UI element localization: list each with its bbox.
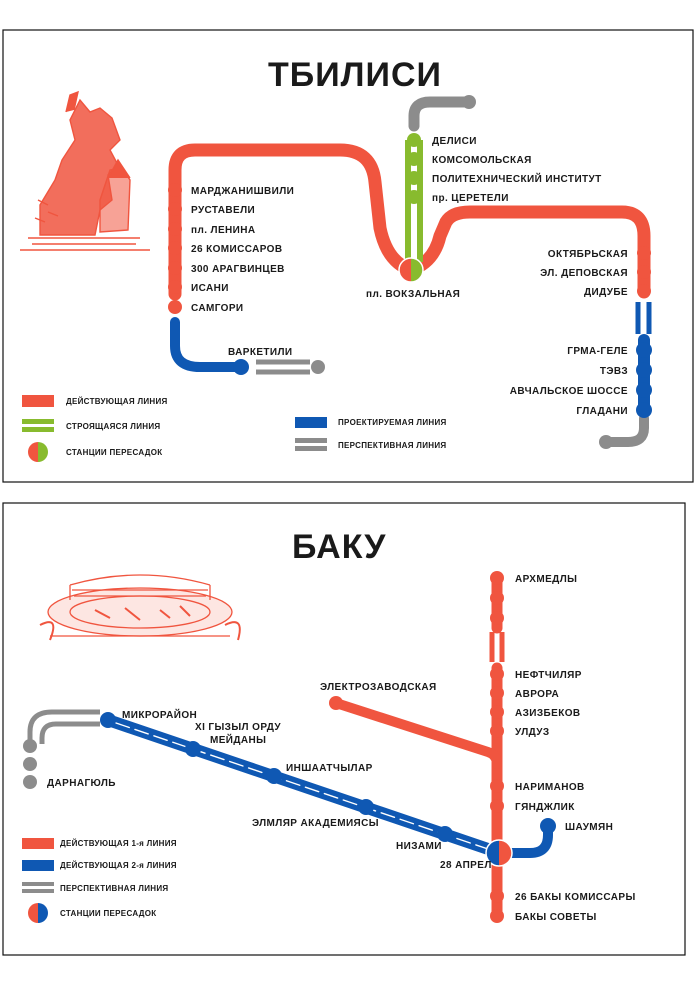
legend-swatch-gray: [22, 882, 54, 886]
legend-label: ДЕЙСТВУЮЩАЯ 1-я ЛИНИЯ: [60, 839, 177, 848]
legend-swatch-gray: [22, 889, 54, 893]
station-label: XI ГЫЗЫЛ ОРДУ: [195, 722, 282, 733]
station-dot: [636, 402, 652, 418]
station-dot: [168, 280, 182, 294]
legend-label: СТАНЦИИ ПЕРЕСАДОК: [66, 448, 163, 457]
station-label: УЛДУЗ: [515, 727, 550, 738]
station-dot: [637, 284, 651, 298]
station-label: ПОЛИТЕХНИЧЕСКИЙ ИНСТИТУТ: [432, 174, 602, 185]
station-label: ЭЛ. ДЕПОВСКАЯ: [540, 268, 628, 279]
station-dot: [407, 133, 421, 147]
station-dot: [407, 190, 421, 204]
station-label: АВРОРА: [515, 689, 560, 700]
station-dot: [168, 222, 182, 236]
baku-title: БАКУ: [292, 528, 387, 566]
baku-legend: [22, 838, 177, 923]
station-label: 28 АПРЕЛ: [440, 860, 492, 871]
baku-red-line-double: [492, 632, 502, 662]
transfer-station-vokzalnaya: [399, 258, 423, 282]
station-label: НИЗАМИ: [396, 841, 442, 852]
station-label: ГРМА-ГЕЛЕ: [567, 346, 628, 357]
station-label: МАРДЖАНИШВИЛИ: [191, 186, 295, 197]
station-dot: [168, 300, 182, 314]
legend-swatch-blue: [22, 860, 54, 871]
station-dot: [437, 826, 453, 842]
station-dot: [100, 712, 116, 728]
legend-label: ПЕРСПЕКТИВНАЯ ЛИНИЯ: [60, 884, 169, 893]
station-label: ДИДУБЕ: [583, 287, 628, 298]
legend-label: СТРОЯЩАЯСЯ ЛИНИЯ: [66, 422, 161, 431]
baku-red-branch: [336, 703, 497, 764]
terminus-dot: [23, 739, 37, 753]
station-label: ДАРНАГЮЛЬ: [47, 778, 116, 789]
legend-swatch-green: [22, 419, 54, 424]
tbilisi-blue-right-double: [638, 302, 649, 334]
legend-label: ДЕЙСТВУЮЩАЯ ЛИНИЯ: [66, 397, 168, 406]
station-dot: [490, 779, 504, 793]
station-dot: [637, 246, 651, 260]
statue-illustration: [20, 92, 150, 250]
terminus-dot: [311, 360, 325, 374]
station-label: САМГОРИ: [191, 303, 244, 314]
station-dot: [329, 696, 343, 710]
legend-transfer-icon: [28, 903, 48, 923]
station-label: АРХМЕДЛЫ: [515, 574, 578, 585]
terminus-dot: [23, 757, 37, 771]
legend-transfer-icon: [28, 442, 48, 462]
station-label: пл. ВОКЗАЛЬНАЯ: [366, 289, 461, 300]
station-label: ЭЛМЛЯР АКАДЕМИЯСЫ: [252, 818, 379, 829]
legend-label: ДЕЙСТВУЮЩАЯ 2-я ЛИНИЯ: [60, 861, 177, 870]
legend-label: ПРОЕКТИРУЕМАЯ ЛИНИЯ: [338, 418, 447, 427]
station-label: АВЧАЛЬСКОЕ ШОССЕ: [509, 386, 628, 397]
legend-swatch-gray: [295, 438, 327, 443]
legend-label: ПЕРСПЕКТИВНАЯ ЛИНИЯ: [338, 441, 447, 450]
station-dot: [490, 571, 504, 585]
terminus-dot: [462, 95, 476, 109]
tbilisi-title: ТБИЛИСИ: [268, 56, 442, 94]
station-dot: [407, 152, 421, 166]
station-dot: [168, 183, 182, 197]
station-label: РУСТАВЕЛИ: [191, 205, 256, 216]
station-label: 26 БАКЫ КОМИССАРЫ: [515, 892, 636, 903]
station-label: МИКРОРАЙОН: [122, 710, 198, 721]
station-dot: [168, 202, 182, 216]
station-dot: [185, 741, 201, 757]
station-label: ГЛАДАНИ: [576, 406, 628, 417]
station-dot: [490, 909, 504, 923]
legend-swatch-blue: [295, 417, 327, 428]
baku-panel: [3, 503, 685, 955]
baku-gray-line: [30, 712, 100, 744]
station-dot: [636, 382, 652, 398]
station-label: ОКТЯБРЬСКАЯ: [547, 249, 628, 260]
station-dot: [637, 265, 651, 279]
station-label: ГЯНДЖЛИК: [515, 802, 575, 813]
station-label: НЕФТЧИЛЯР: [515, 670, 582, 681]
legend-swatch-green: [22, 427, 54, 432]
station-label: МЕЙДАНЫ: [210, 735, 267, 746]
station-dot: [233, 359, 249, 375]
station-dot: [407, 171, 421, 185]
station-dot: [490, 591, 504, 605]
station-dot: [168, 261, 182, 275]
station-dot: [490, 686, 504, 700]
monument-illustration: [40, 575, 240, 640]
station-dot: [168, 241, 182, 255]
station-dot: [636, 342, 652, 358]
station-label: пр. ЦЕРЕТЕЛИ: [432, 193, 509, 204]
terminus-dot: [23, 775, 37, 789]
station-label: ВАРКЕТИЛИ: [228, 347, 293, 358]
tbilisi-gray-left: [256, 362, 310, 372]
station-dot: [490, 889, 504, 903]
station-label: БАКЫ СОВЕТЫ: [515, 912, 597, 923]
legend-swatch-red: [22, 395, 54, 407]
station-label: ИНШААТЧЫЛАР: [286, 763, 373, 774]
station-label: ЭЛЕКТРОЗАВОДСКАЯ: [320, 682, 437, 693]
station-dot: [490, 705, 504, 719]
tbilisi-legend: [22, 395, 447, 462]
station-dot: [490, 611, 504, 625]
tbilisi-blue-left: [175, 322, 241, 367]
station-dot: [266, 768, 282, 784]
station-label: НАРИМАНОВ: [515, 782, 585, 793]
tbilisi-gray-top: [414, 102, 467, 126]
station-dot: [490, 667, 504, 681]
station-dot: [358, 799, 374, 815]
station-dot: [636, 362, 652, 378]
legend-swatch-gray: [295, 446, 327, 451]
station-label: 26 КОМИССАРОВ: [191, 244, 283, 255]
station-label: 300 АРАГВИНЦЕВ: [191, 264, 285, 275]
station-label: КОМСОМОЛЬСКАЯ: [432, 155, 532, 166]
tbilisi-panel: [3, 30, 693, 482]
station-label: ШАУМЯН: [565, 822, 614, 833]
station-dot: [490, 724, 504, 738]
station-dot: [490, 799, 504, 813]
station-dot: [540, 818, 556, 834]
legend-label: СТАНЦИИ ПЕРЕСАДОК: [60, 909, 157, 918]
station-label: ИСАНИ: [191, 283, 229, 294]
station-label: ДЕЛИСИ: [432, 136, 477, 147]
legend-swatch-red: [22, 838, 54, 849]
terminus-dot: [599, 435, 613, 449]
station-label: ТЭВЗ: [599, 366, 628, 377]
station-label: АЗИЗБЕКОВ: [515, 708, 581, 719]
station-label: пл. ЛЕНИНА: [191, 225, 256, 236]
